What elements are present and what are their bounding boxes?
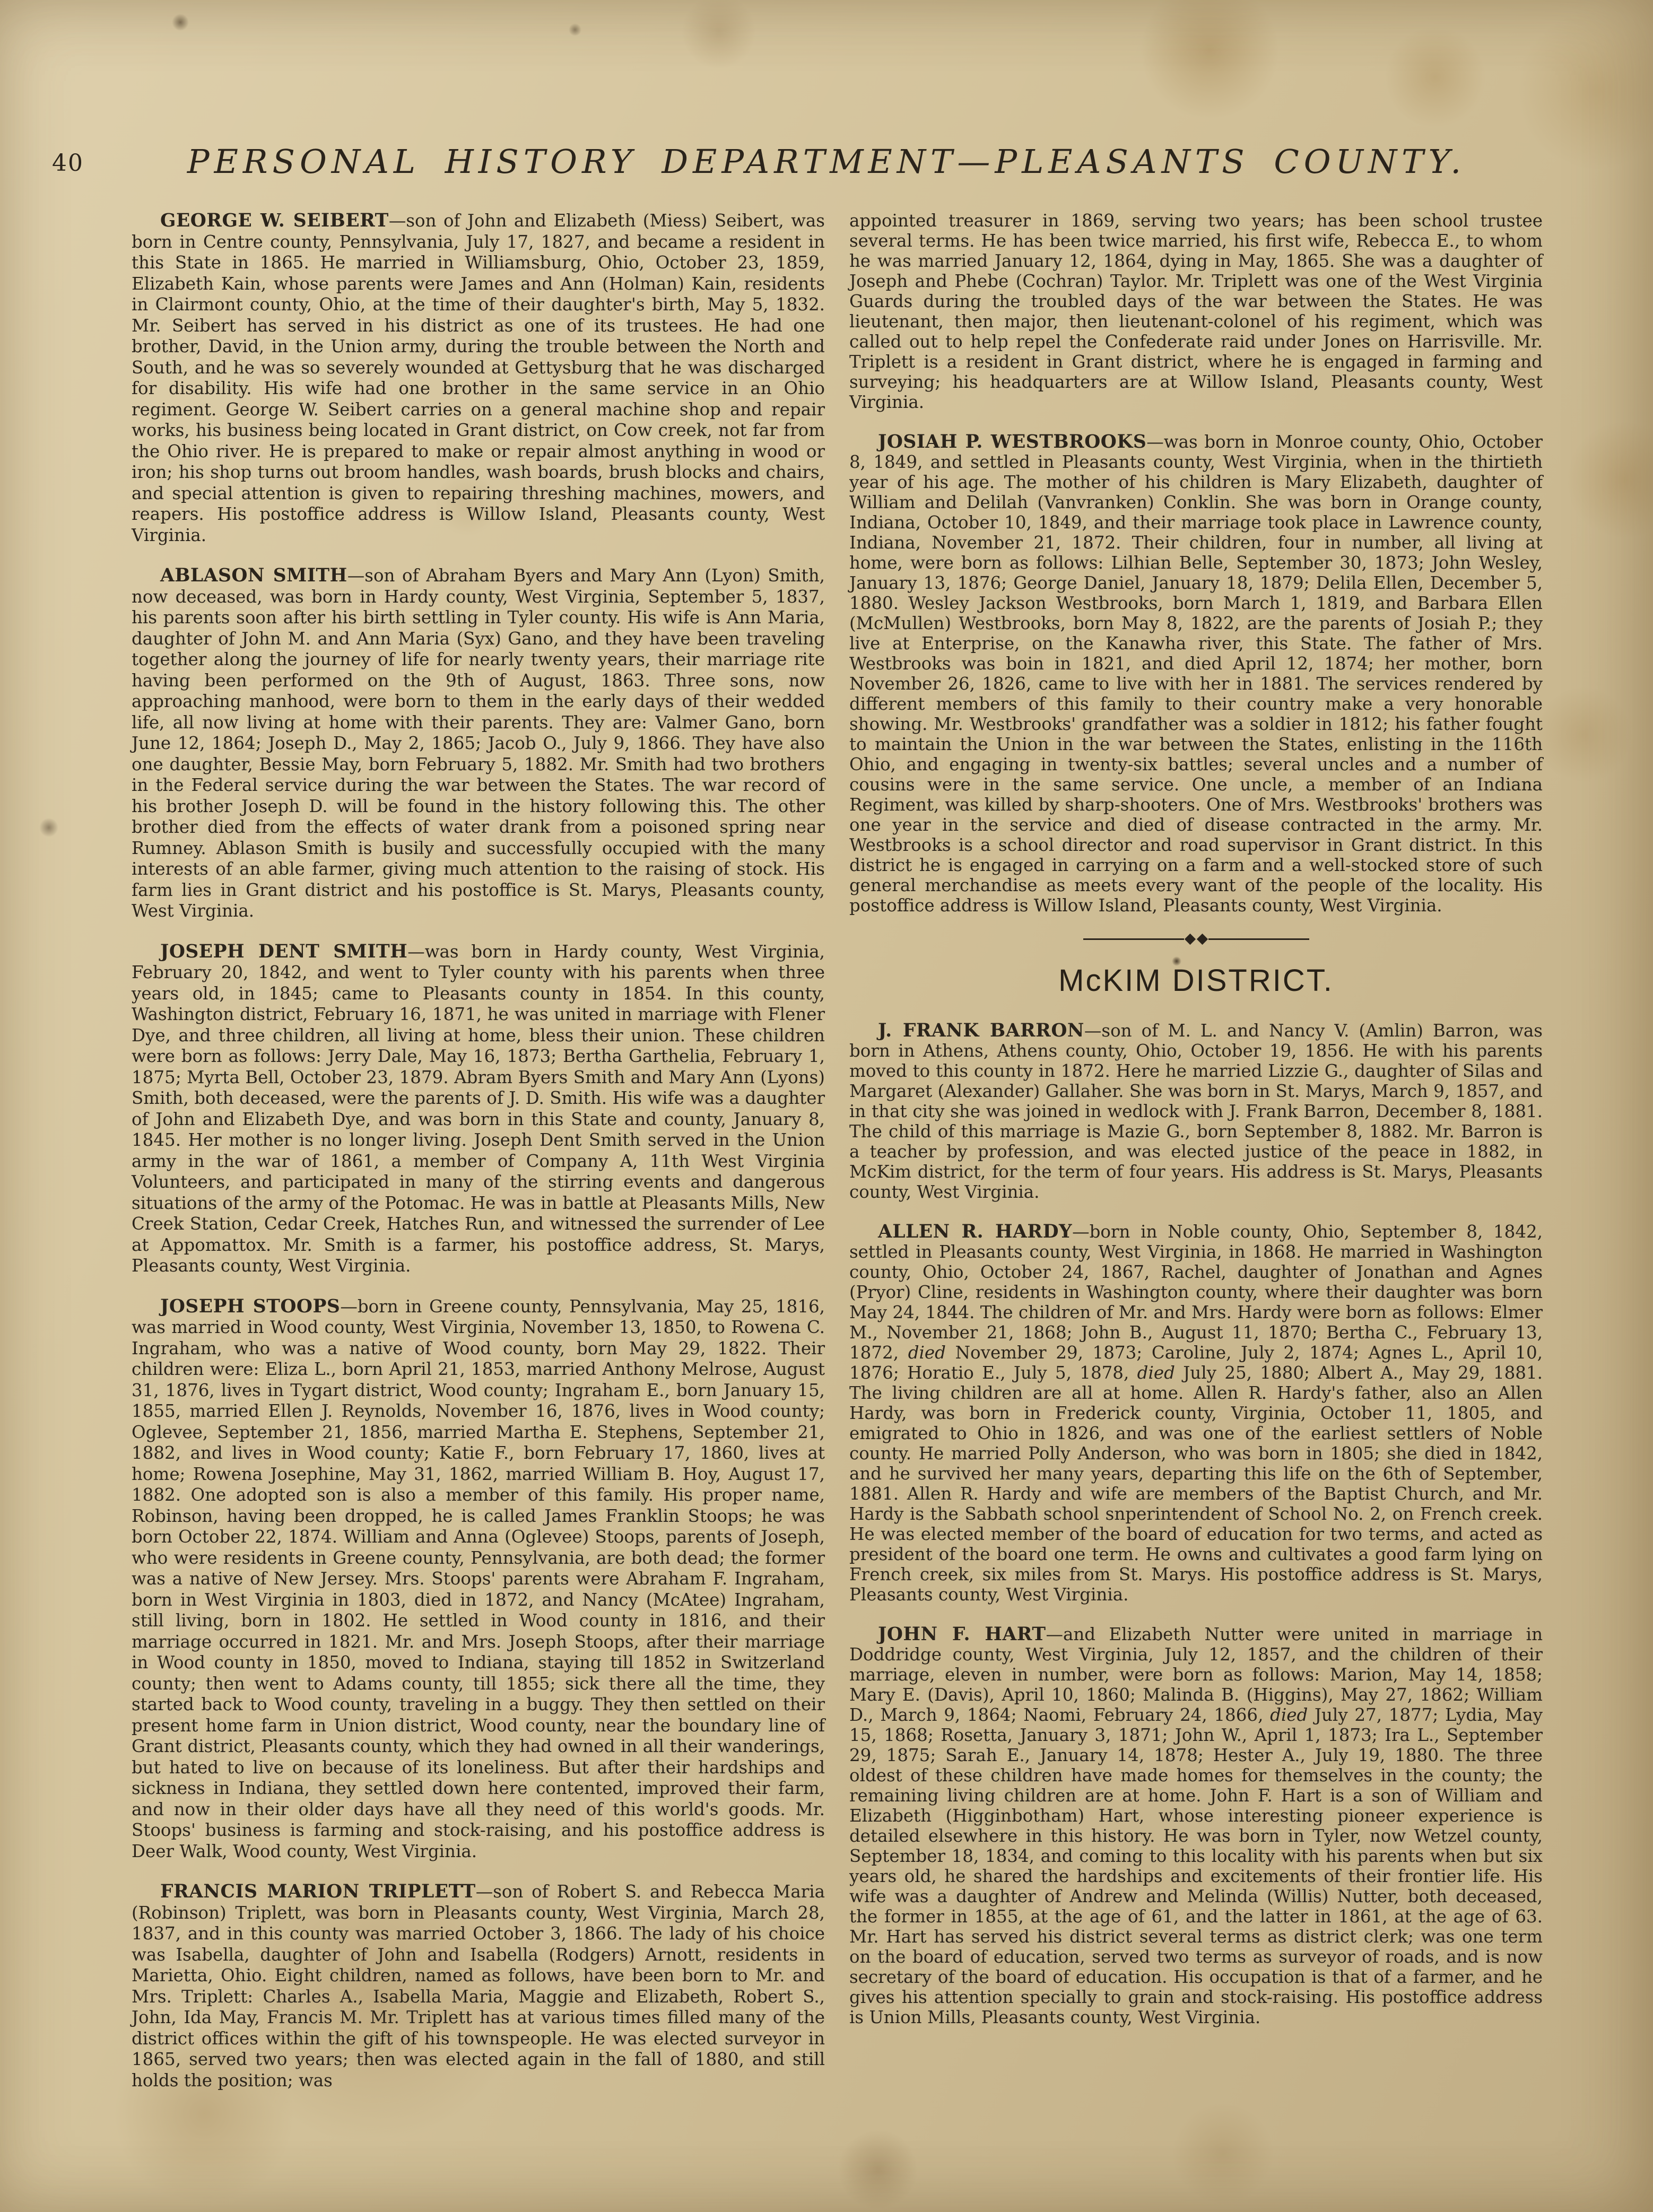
right-column — [849, 211, 1543, 2027]
entry-body: —son of Robert S. and Rebecca Maria (Robinson) Triplett, was born in Pleasants county, West Virginia, March 28, 1837, and in this county was married October 3, 1866. The lady of his choice was Isabella, daughter of John and Isabella (Rodgers) Arnott, residents in Marietta, Ohio. Eight children, named as follows, have been born to Mr. and Mrs. Triplett: Charles A., Isabella Maria, Maggie and Elizabeth, Robert S., John, Ida May, Francis M. Mr. Triplett has at various times filled many of the district offices within the gift of his townspeople. He was elected surveyor in 1865, served two years; then was elected again in the fall of 1880, and still holds the position; was — [132, 1882, 825, 2091]
diamond-ornament-icon — [1196, 934, 1207, 945]
section-divider — [849, 935, 1543, 943]
left-column — [132, 211, 825, 2091]
entry-john-f-hart — [849, 1624, 1543, 2027]
page-header — [0, 0, 1653, 181]
entry-joseph-dent-smith — [132, 942, 825, 1277]
entry-body: —was born in Monroe county, Ohio, October 8, 1849, and settled in Pleasants county, West Virginia, when in the thirtieth year of his age. The mother of his children is Mary Elizabeth, daughter of William and Delilah (Vanvranken) Conklin. She was born in Orange county, Indiana, October 10, 1849, and their marriage took place in Lawrence county, Indiana, November 21, 1872. Their children, four in number, all living at home, were born as follows: Lilhian Belle, September 30, 1873; John Wesley, January 13, 1876; George Daniel, January 18, 1879; Delila Ellen, December 5, 1880. Wesley Jackson Westbrooks, born March 1, 1819, and Barbara Ellen (McMullen) Westbrooks, born May 8, 1822, are the parents of Josiah P.; they live at Enterprise, on the Kanawha river, this State. The father of Mrs. Westbrooks was boin in 1821, and died April 12, 1874; her mother, born November 26, 1826, came to live with her in 1881. The services rendered by different members of this family to their country make a very honorable showing. Mr. Westbrooks' grandfather was a soldier in 1812; his father fought to maintain the Union in the war between the States, enlisting in the 116th Ohio, and engaging in twenty-six battles; several uncles and a number of cousins were in the same service. One uncle, a member of an Indiana Regiment, was killed by sharp-shooters. One of Mrs. Westbrooks' brothers was one year in the service and died of disease contracted in the army. Mr. Westbrooks is a school director and road supervisor in Grant district. In this district he is engaged in carrying on a farm and a well-stocked store of such general merchandise as meets every want of the people of the locality. His postoffice address is Willow Island, Pleasants county, West Virginia. — [849, 432, 1543, 916]
entry-name: ABLASON SMITH — [160, 565, 347, 586]
entry-ablason-smith — [132, 565, 825, 922]
entry-name: JOSIAH P. WESTBROOKS — [878, 431, 1147, 452]
entry-body: —born in Greene county, Pennsylvania, May 25, 1816, was married in Wood county, West Virginia, November 13, 1850, to Rowena C. Ingraham, who was a native of Wood county, born May 29, 1822. Their children were: Eliza L., born April 21, 1853, married Anthony Melrose, August 31, 1876, lives in Tygart district, Wood county; Ingraham E., born January 15, 1855, married Ellen J. Reynolds, November 16, 1876, lives in Wood county; Oglevee, September 21, 1856, married Martha E. Stephens, September 21, 1882, and lives in Wood county; Katie F., born February 17, 1860, lives at home; Rowena Josephine, May 31, 1862, married William B. Hoy, August 17, 1882. One adopted son is also a member of this family. His proper name, Robinson, having been dropped, he is called James Franklin Stoops; he was born October 22, 1874. William and Anna (Oglevee) Stoops, parents of Joseph, who were residents in Greene county, Pennsylvania, are both dead; the former was a native of New Jersey. Mrs. Stoops' parents were Abraham F. Ingraham, born in West Virginia in 1803, died in 1872, and Nancy (McAtee) Ingraham, still living, born in 1802. He settled in Wood county in 1816, and their marriage occurred in 1821. Mr. and Mrs. Joseph Stoops, after their marriage in Wood county in 1850, moved to Indiana, staying till 1852 in Switzerland county; then went to Adams county, till 1855; sick there all the time, they started back to Wood county, traveling in a buggy. They then settled on their present home farm in Union district, Wood county, near the boundary line of Grant district, Pleasants county, which they had owned in all their wanderings, but hated to live on because of its loneliness. But after their hardships and sickness in Indiana, they settled down here contented, improved their farm, and now in their older days have all they need of this world's goods. Mr. Stoops' business is farming and stock-raising, and his postoffice address is Deer Walk, Wood county, West Virginia. — [132, 1296, 825, 1861]
entry-body: appointed treasurer in 1869, serving two years; has been school trustee several terms. He has been twice married, his first wife, Rebecca E., to whom he was married January 12, 1864, dying in May, 1865. She was a daughter of Joseph and Phebe (Cochran) Taylor. Mr. Triplett was one of the West Virginia Guards during the troubled days of the war between the States. He was lieutenant, then major, then lieutenant-colonel of his regiment, which was called out to help repel the Confederate raid under Jones on Harrisville. Mr. Triplett is a resident in Grant district, where he is engaged in farming and surveying; his headquarters are at Willow Island, Pleasants county, West Virginia. — [849, 211, 1543, 412]
entry-name: J. FRANK BARRON — [878, 1020, 1084, 1041]
entry-joseph-stoops — [132, 1296, 825, 1862]
divider-rule-right — [1208, 938, 1309, 940]
divider-rule-left — [1083, 938, 1184, 940]
entry-body: —and Elizabeth Nutter were united in marriage in Doddridge county, West Virginia, July 12, 1857, and the children of their marriage, eleven in number, were born as follows: Marion, May 14, 1858; Mary E. (Davis), April 10, 1860; Malinda B. (Higgins), May 27, 1862; William D., March 9, 1864; Naomi, February 24, 1866, died July 27, 1877; Lydia, May 15, 1868; Rosetta, January 3, 1871; John W., April 1, 1873; Ira L., September 29, 1875; Sarah E., January 14, 1878; Hester A., July 19, 1880. The three oldest of these children have made homes for themselves in the county; the remaining living children are at home. John F. Hart is a son of William and Elizabeth (Higginbotham) Hart, whose interesting pioneer experience is detailed elsewhere in this history. He was born in Tyler, now Wetzel county, September 18, 1834, and coming to this locality with his parents when but six years old, he shared the hardships and excitements of their frontier life. His wife was a daughter of Andrew and Melinda (Willis) Nutter, both deceased, the former in 1855, at the age of 61, and the latter in 1861, at the age of 63. Mr. Hart has served his district several terms as district clerk; was one term on the board of education, served two terms as surveyor of roads, and is now secretary of the board of education. His occupation is that of a farmer, and he gives his attention specially to grain and stock-raising. His postoffice address is Union Mills, Pleasants county, West Virginia. — [849, 1624, 1543, 2027]
triplett-continuation — [849, 211, 1543, 412]
entry-name: FRANCIS MARION TRIPLETT — [160, 1881, 476, 1902]
entry-body: —was born in Hardy county, West Virginia, February 20, 1842, and went to Tyler county with his parents when three years old, in 1845; came to Pleasants county in 1854. In this county, Washington district, February 16, 1871, he was united in marriage with Flener Dye, and three children, all living at home, bless their union. These children were born as follows: Jerry Dale, May 16, 1873; Bertha Garthelia, February 1, 1875; Myrta Bell, October 23, 1879. Abram Byers Smith and Mary Ann (Lyons) Smith, both deceased, were the parents of J. D. Smith. His wife was a daughter of John and Elizabeth Dye, and was born in this State and county, January 8, 1845. Her mother is no longer living. Joseph Dent Smith served in the Union army in the war of 1861, a member of Company A, 11th West Virginia Volunteers, and participated in many of the stirring events and dangerous situations of the army of the Potomac. He was in battle at Pleasants Mills, New Creek Station, Cedar Creek, Hatches Run, and witnessed the surrender of Lee at Appomattox. Mr. Smith is a farmer, his postoffice address, St. Marys, Pleasants county, West Virginia. — [132, 941, 825, 1276]
entry-body: —son of Abraham Byers and Mary Ann (Lyon) Smith, now deceased, was born in Hardy county, West Virginia, September 5, 1837, his parents soon after his birth settling in Tyler county. His wife is Ann Maria, daughter of John M. and Ann Maria (Syx) Gano, and they have been traveling together along the journey of life for nearly twenty years, their marriage rite having been performed on the 9th of August, 1863. Three sons, now approaching manhood, were born to them in the early days of their wedded life, all now living at home with their parents. They are: Valmer Gano, born June 12, 1864; Joseph D., May 2, 1865; Jacob O., July 9, 1866. They have also one daughter, Bessie May, born February 5, 1882. Mr. Smith had two brothers in the Federal service during the war between the States. The war record of his brother Joseph D. will be found in the history following this. The other brother died from the effects of water drank from a poisoned spring near Rumney. Ablason Smith is busily and successfully occupied with the many interests of an able farmer, giving much attention to the raising of stock. His farm lies in Grant district and his postoffice is St. Marys, Pleasants county, West Virginia. — [132, 565, 825, 921]
entry-name: JOSEPH STOOPS — [160, 1295, 341, 1317]
entry-josiah-p-westbrooks — [849, 432, 1543, 916]
entry-francis-marion-triplett — [132, 1882, 825, 2091]
entry-body: —son of John and Elizabeth (Miess) Seibert, was born in Centre county, Pennsylvania, July 17, 1827, and became a resident in this State in 1865. He married in Williamsburg, Ohio, October 23, 1859, Elizabeth Kain, whose parents were James and Ann (Holman) Kain, residents in Clairmont county, Ohio, at the time of their daughter's birth, May 5, 1832. Mr. Seibert has served in his district as one of its trustees. He had one brother, David, in the Union army, during the trouble between the North and South, and he was so severely wounded at Gettysburg that he was discharged for disability. His wife had one brother in the same service in an Ohio regiment. George W. Seibert carries on a general machine shop and repair works, his business being located in Grant district, on Cow creek, not far from the Ohio river. He is prepared to make or repair almost anything in wood or iron; his shop turns out broom handles, wash boards, brush blocks and chairs, and special attention is given to repairing threshing machines, mowers, and reapers. His postoffice address is Willow Island, Pleasants county, West Virginia. — [132, 211, 825, 545]
entry-name: GEORGE W. SEIBERT — [160, 210, 389, 231]
section-heading-mckim: McKIM DISTRICT. — [1058, 963, 1334, 998]
entry-name: JOHN F. HART — [878, 1624, 1046, 1645]
page-number: 40 — [52, 150, 84, 177]
two-column-text-block — [0, 181, 1653, 2091]
diamond-ornament-icon — [1184, 934, 1195, 945]
entry-allen-r-hardy — [849, 1222, 1543, 1605]
entry-george-w-seibert — [132, 211, 825, 546]
entry-j-frank-barron — [849, 1021, 1543, 1202]
entry-name: JOSEPH DENT SMITH — [160, 940, 408, 962]
entry-name: ALLEN R. HARDY — [878, 1221, 1073, 1242]
page-title: PERSONAL HISTORY DEPARTMENT—PLEASANTS COUNTY. — [187, 142, 1466, 181]
entry-body: —son of M. L. and Nancy V. (Amlin) Barron, was born in Athens, Athens county, Ohio, October 19, 1856. He with his parents moved to this county in 1872. Here he married Lizzie G., daughter of Silas and Margaret (Alexander) Gallaher. She was born in St. Marys, March 9, 1857, and in that city she was joined in wedlock with J. Frank Barron, December 8, 1881. The child of this marriage is Mazie G., born September 8, 1882. Mr. Barron is a teacher by profession, and was elected justice of the peace in 1882, in McKim district, for the term of four years. His address is St. Marys, Pleasants county, West Virginia. — [849, 1021, 1543, 1202]
entry-body: —born in Noble county, Ohio, September 8, 1842, settled in Pleasants county, West Virginia, in 1868. He married in Washington county, Ohio, October 24, 1867, Rachel, daughter of Jonathan and Agnes (Pryor) Cline, residents in Washington county, where their daughter was born May 24, 1844. The children of Mr. and Mrs. Hardy were born as follows: Elmer M., November 21, 1868; John B., August 11, 1870; Bertha C., February 13, 1872, died November 29, 1873; Caroline, July 2, 1874; Agnes L., April 10, 1876; Horatio E., July 5, 1878, died July 25, 1880; Albert A., May 29, 1881. The living children are all at home. Allen R. Hardy's father, also an Allen Hardy, was born in Frederick county, Virginia, October 11, 1805, and emigrated to Ohio in 1826, and was one of the earliest settlers of Noble county. He married Polly Anderson, who was born in 1805; she died in 1842, and he survived her many years, departing this life on the 6th of September, 1881. Allen R. Hardy and wife are members of the Baptist Church, and Mr. Hardy is the Sabbath school snperintendent of School No. 2, on French creek. He was elected member of the board of education for two terms, and acted as president of the board one term. He owns and cultivates a good farm lying on French creek, six miles from St. Marys. His postoffice address is St. Marys, Pleasants county, West Virginia. — [849, 1222, 1543, 1605]
